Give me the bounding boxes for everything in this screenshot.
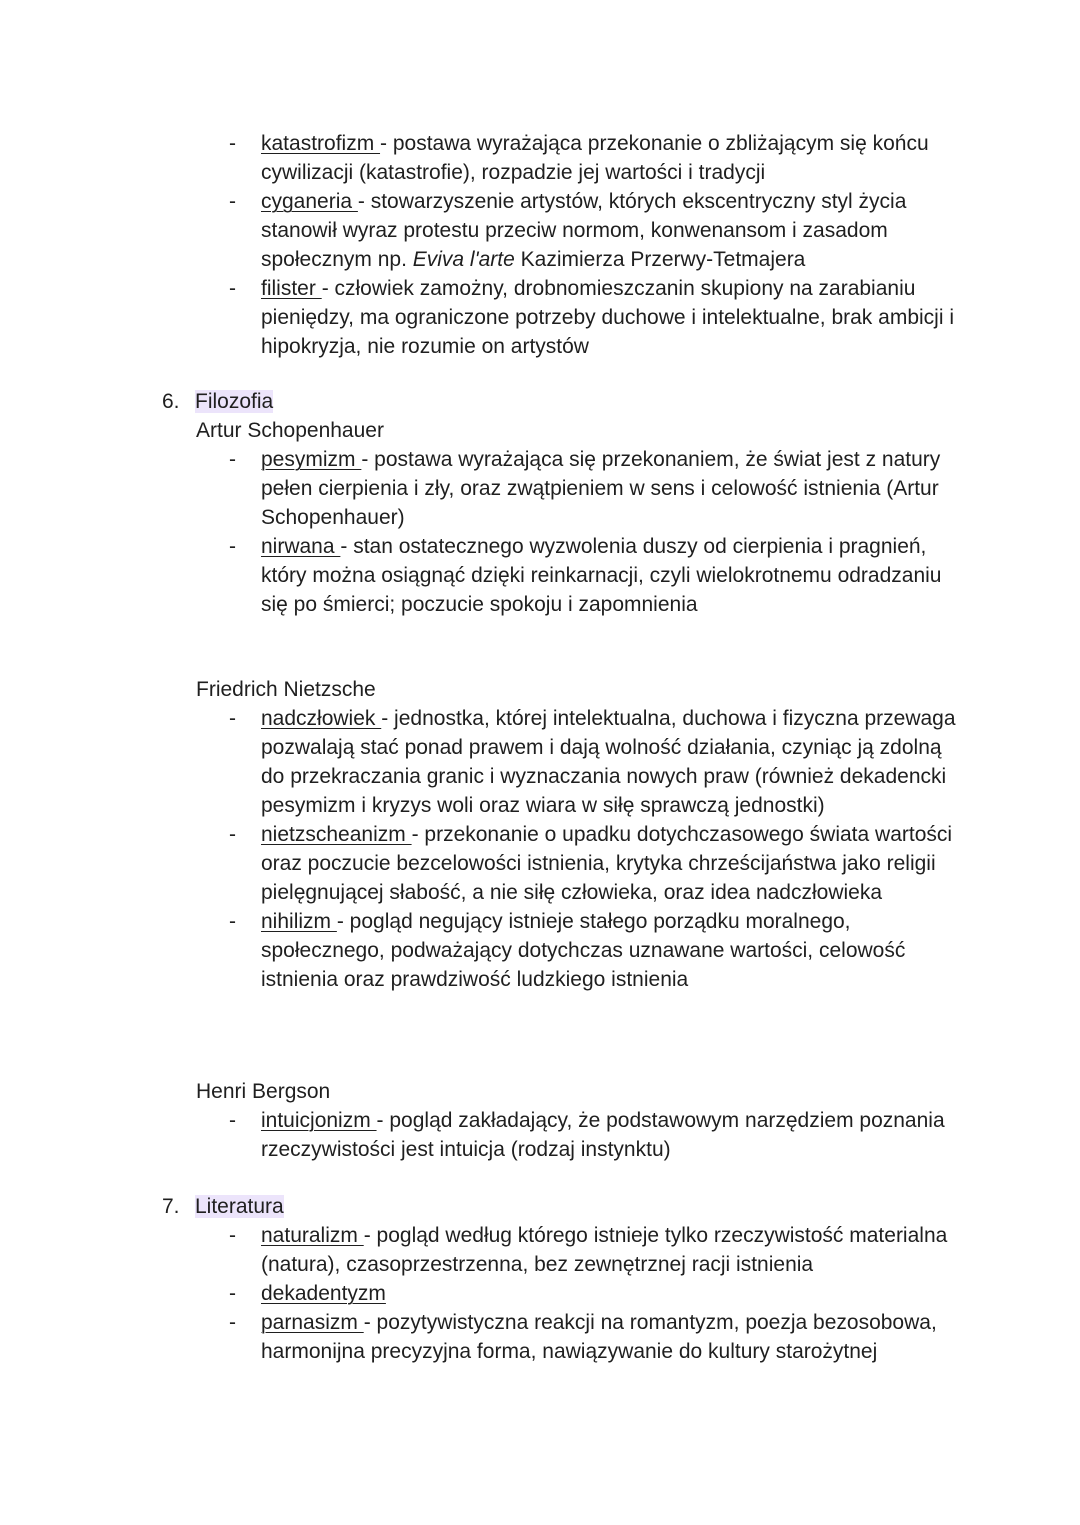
group-name: Artur Schopenhauer [196, 419, 384, 442]
section-number: 7. [162, 1195, 180, 1218]
bullet-dash: - [229, 910, 236, 933]
definition: - przekonanie o upadku dotychczasowego świata wartości oraz poczucie bezcelowości istnienia, krytyka chrześcijaństwa jako religii pielęgnującej słabość, a nie siłę człowieka, oraz idea nadczłowieka [261, 823, 953, 904]
group-name: Friedrich Nietzsche [196, 678, 376, 701]
list-item [0, 820, 1080, 907]
term: cyganeria [261, 190, 358, 213]
definition: - stowarzyszenie artystów, których ekscentryczny styl życia stanowił wyraz protestu przeciw normom, konwenansom i zasadom społecznym np. [261, 190, 907, 271]
definition: - człowiek zamożny, drobnomieszczanin skupiony na zarabianiu pieniędzy, ma ograniczone potrzeby duchowe i intelektualne, brak ambicji i hipokryzja, nie rozumie on artystów [261, 277, 954, 358]
term: dekadentyzm [261, 1282, 386, 1305]
list-item [0, 129, 1080, 187]
definition: - pozytywistyczna reakcji na romantyzm, poezja bezosobowa, harmonijna precyzyjna forma, nawiązywanie do kultury starożytnej [261, 1311, 937, 1363]
list-item [0, 445, 1080, 532]
term: katastrofizm [261, 132, 381, 155]
list-item [0, 532, 1080, 619]
definition-end: Kazimierza Przerwy-Tetmajera [514, 248, 806, 271]
section-filozofia [0, 387, 1080, 619]
definition: - jednostka, której intelektualna, duchowa i fizyczna przewaga pozwalają stać ponad prawem i dają wolność działania, czyniąc ją zdolną do przekraczania granic i wyznaczania nowych praw (również dekadencki pesymizm i kryzys woli oraz wiara w siłę sprawczą jednostki) [261, 707, 956, 817]
term: parnasizm [261, 1311, 364, 1334]
definition: - pogląd zakładający, że podstawowym narzędziem poznania rzeczywistości jest intuicja (rodzaj instynktu) [261, 1109, 945, 1161]
bullet-dash: - [229, 132, 236, 155]
list-item [0, 1106, 1080, 1164]
bullet-dash: - [229, 1282, 236, 1305]
term: filister [261, 277, 322, 300]
list-item [0, 1308, 1080, 1366]
definition: - postawa wyrażająca przekonanie o zbliżającym się końcu cywilizacji (katastrofie), rozpadzie jej wartości i tradycji [261, 132, 929, 184]
bullet-dash: - [229, 823, 236, 846]
group-bergson [0, 1077, 1080, 1164]
bullet-dash: - [229, 535, 236, 558]
book-title: Eviva l'arte [412, 248, 515, 271]
term: nietzscheanizm [261, 823, 412, 846]
definition: - postawa wyrażająca się przekonaniem, że świat jest z natury pełen cierpienia i zły, oraz zwątpieniem w sens i celowość istnienia (Artur Schopenhauer) [261, 448, 941, 529]
definition: - pogląd negujący istnieje stałego porządku moralnego, społecznego, podważający dotychczas uznawane wartości, celowość istnienia oraz prawdziwość ludzkiego istnienia [261, 910, 906, 991]
section-heading [0, 1192, 1080, 1221]
section-heading [0, 387, 1080, 416]
definition: - stan ostatecznego wyzwolenia duszy od cierpienia i pragnień, który można osiągnąć dzięki reinkarnacji, czyli wielokrotnemu odradzaniu się po śmierci; poczucie spokoju i zapomnienia [261, 535, 942, 616]
list-item [0, 907, 1080, 994]
bullet-dash: - [229, 190, 236, 213]
section-literatura [0, 1192, 1080, 1366]
bullet-dash: - [229, 1311, 236, 1334]
group-nietzsche [0, 675, 1080, 994]
definition: - pogląd według którego istnieje tylko rzeczywistość materialna (natura), czasoprzestrzenna, bez zewnętrznej racji istnienia [261, 1224, 948, 1276]
term: naturalizm [261, 1224, 364, 1247]
term: nadczłowiek [261, 707, 382, 730]
term: nirwana [261, 535, 341, 558]
bullet-dash: - [229, 1109, 236, 1132]
section-title: Literatura [195, 1195, 284, 1218]
intro-list [0, 129, 1080, 361]
term: pesymizm [261, 448, 362, 471]
list-item [0, 274, 1080, 361]
list-item [0, 1221, 1080, 1279]
bullet-dash: - [229, 707, 236, 730]
list-item [0, 1279, 1080, 1308]
section-number: 6. [162, 390, 180, 413]
bullet-dash: - [229, 277, 236, 300]
bullet-dash: - [229, 1224, 236, 1247]
list-item [0, 187, 1080, 274]
group-name: Henri Bergson [196, 1080, 331, 1103]
bullet-dash: - [229, 448, 236, 471]
list-item [0, 704, 1080, 820]
term: nihilizm [261, 910, 337, 933]
term: intuicjonizm [261, 1109, 377, 1132]
section-title: Filozofia [195, 390, 274, 413]
